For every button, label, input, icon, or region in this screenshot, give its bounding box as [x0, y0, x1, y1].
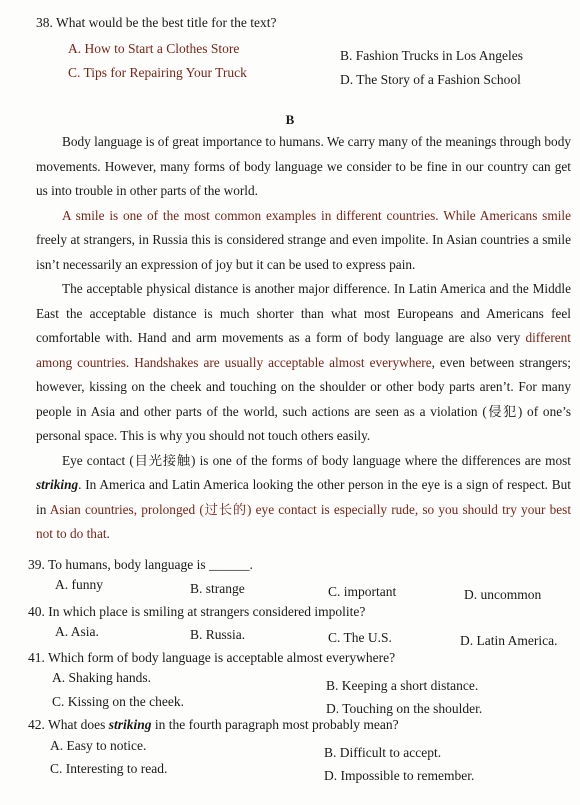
paragraph-1: Body language is of great importance to humans. We carry many of the meanings through body movements. However, many forms of body language we consider to be fine in our country can get us into trouble in other parts of the world.: [36, 134, 571, 198]
q41-stem: 41. Which form of body language is acceptable almost everywhere?: [28, 650, 396, 665]
q40-option-c[interactable]: C. The U.S.: [328, 630, 392, 645]
paragraph-3-rest: , even between strangers; however, kissing on the cheek and touching on the shoulder or other body parts aren’t. For many people in Asia and other parts of the world, such actions are seen as a violation (侵犯) of one’s personal space. This is why you should not touch others easily.: [36, 354, 571, 443]
q38-option-d[interactable]: D. The Story of a Fashion School: [340, 72, 521, 87]
q41-option-d[interactable]: D. Touching on the shoulder.: [326, 701, 483, 716]
paragraph-4-start: Eye contact (目光接触) is one of the forms of body language where the differences are most: [62, 452, 571, 468]
q39-option-b[interactable]: B. strange: [190, 581, 245, 596]
q42-keyword-striking: striking: [108, 717, 152, 732]
q41-option-a[interactable]: A. Shaking hands.: [52, 670, 151, 685]
q42-stem: [28, 716, 399, 733]
paragraph-4-middle: . In America and Latin America looking the other person in the eye is a sign of respect. But in: [36, 477, 571, 517]
q40-option-a[interactable]: A. Asia.: [55, 624, 99, 639]
q42-option-a[interactable]: A. Easy to notice.: [50, 738, 147, 753]
q38-option-c[interactable]: C. Tips for Repairing Your Truck: [68, 65, 247, 80]
q42-stem-end: in the fourth paragraph most probably mean?: [151, 717, 399, 732]
paragraph-4-highlight: Asian countries, prolonged (过长的) eye contact is especially rude, so you should try your best not to do that: [36, 501, 572, 541]
paragraph-2-rest: freely at strangers, in Russia this is considered strange and even impolite. In Asian countries a smile isn’t necessarily an expression of joy but it can be used to express pain.: [36, 232, 571, 272]
q42-option-c[interactable]: C. Interesting to read.: [50, 761, 168, 776]
paragraph-3-highlight: different among countries. Handshakes are usually acceptable almost everywhere: [36, 330, 571, 370]
q42-option-b[interactable]: B. Difficult to accept.: [324, 745, 442, 760]
keyword-striking: striking: [36, 477, 79, 492]
q40-stem: 40. In which place is smiling at strangers considered impolite?: [28, 604, 366, 619]
reading-passage: [36, 130, 571, 547]
q38-option-b[interactable]: B. Fashion Trucks in Los Angeles: [340, 48, 524, 63]
q40-option-b[interactable]: B. Russia.: [190, 627, 246, 642]
q38-option-a[interactable]: A. How to Start a Clothes Store: [68, 41, 240, 56]
q38-stem: 38. What would be the best title for the text?: [36, 15, 277, 30]
section-title: B: [285, 112, 295, 127]
q39-stem: 39. To humans, body language is ______.: [28, 557, 253, 572]
q40-option-d[interactable]: D. Latin America.: [460, 633, 558, 648]
q41-option-b[interactable]: B. Keeping a short distance.: [326, 678, 479, 693]
q41-option-c[interactable]: C. Kissing on the cheek.: [52, 694, 184, 709]
q39-option-a[interactable]: A. funny: [55, 577, 103, 592]
paragraph-2: [36, 204, 571, 278]
paragraph-3-start: The acceptable physical distance is another major difference. In Latin America and the Middle East the acceptable distance is much shorter than what most Europeans and Americans feel comfortable with. Hand and arm movements as a form of body language are also very: [36, 281, 571, 345]
paragraph-3: [36, 277, 571, 449]
q39-option-d[interactable]: D. uncommon: [464, 587, 542, 602]
q42-option-d[interactable]: D. Impossible to remember.: [324, 768, 475, 783]
q39-option-c[interactable]: C. important: [328, 584, 397, 599]
paragraph-2-highlight: A smile is one of the most common examples in different countries. While Americans smile: [62, 207, 571, 223]
q42-stem-start: 42. What does: [28, 717, 109, 732]
paragraph-4-end: .: [106, 526, 110, 541]
paragraph-4: [36, 449, 571, 547]
